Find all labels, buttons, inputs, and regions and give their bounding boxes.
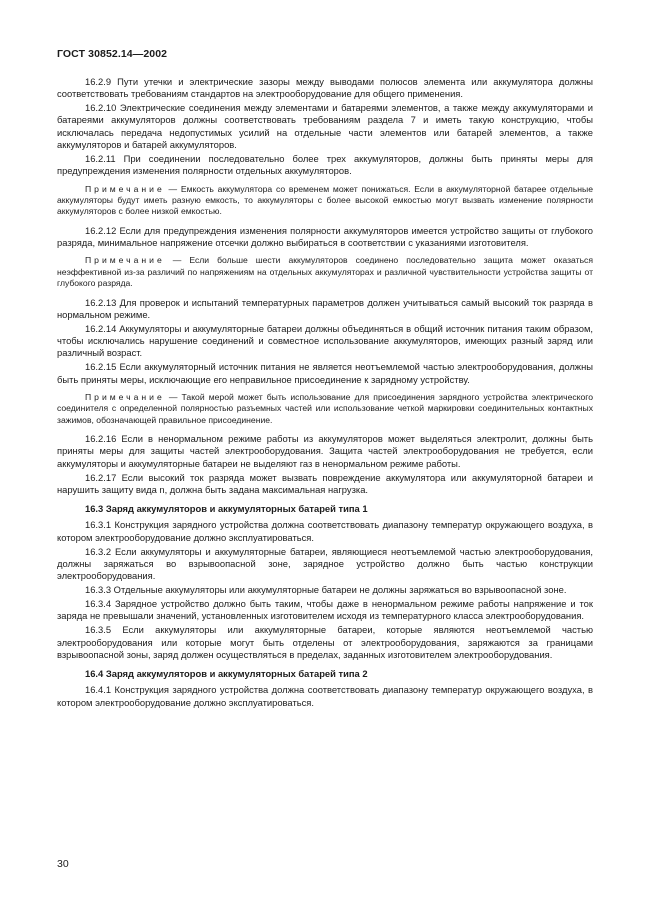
note-label: Примечание: [85, 183, 165, 194]
note-1: [57, 184, 593, 218]
note-label: Примечание: [85, 391, 165, 402]
note-text: — Если больше шести аккумуляторов соединено последовательно защита может оказаться неэффективной из-за различий по напряжениям на отдельных аккумуляторах и различной чувствительности устройства защиты от глубокого разряда.: [57, 255, 593, 289]
clause-16-2-16: 16.2.16 Если в ненормальном режиме работы из аккумуляторов может выделяться электролит, должны быть приняты меры для защиты частей электрооборудования. Защита частей электрооборудования не требуется, если аккумуляторы и аккумуляторные батареи не выделяют газ в ненормальном режиме работы.: [57, 433, 593, 469]
document-body: [57, 76, 593, 711]
clause-16-4-1: 16.4.1 Конструкция зарядного устройства должна соответствовать диапазону температур окружающего воздуха, в котором электрооборудование должно эксплуатироваться.: [57, 684, 593, 708]
section-heading-16-3: 16.3 Заряд аккумуляторов и аккумуляторных батарей типа 1: [85, 503, 368, 515]
clause-16-2-12: 16.2.12 Если для предупреждения изменения полярности аккумуляторов имеется устройство защиты от глубокого разряда, минимальное напряжение отсечки должно выбираться в соответствии с указаниями изготовителя.: [57, 224, 593, 249]
clause-16-3-3: 16.3.3 Отдельные аккумуляторы или аккумуляторные батареи не должны заряжаться во взрывоопасной зоне.: [85, 584, 567, 596]
clause-16-3-1: 16.3.1 Конструкция зарядного устройства должна соответствовать диапазону температур окружающего воздуха, в котором электрооборудование должно эксплуатироваться.: [57, 519, 593, 543]
clause-16-2-15: 16.2.15 Если аккумуляторный источник питания не является неотъемлемой частью электрооборудования, должны быть приняты меры, исключающие его неправильное присоединение к зарядному устройству.: [57, 361, 593, 385]
note-text: — Такой мерой может быть использование для присоединения зарядного устройства электрического соединителя с определенной полярностью разъемных частей или использование четкой маркировки соединительных контактных зажимов, обозначающей правильное присоединение.: [57, 391, 594, 425]
document-header: ГОСТ 30852.14—2002: [57, 48, 168, 60]
clause-16-3-2: 16.3.2 Если аккумуляторы и аккумуляторные батареи, являющиеся неотъемлемой частью электрооборудования, должны заряжаться во взрывоопасной зоне, зарядное устройство должно быть частью конструкции электрооборудования.: [57, 545, 593, 582]
clause-16-2-13: 16.2.13 Для проверок и испытаний температурных параметров должен учитываться самый высокий ток разряда в нормальном режиме.: [57, 296, 593, 320]
clause-16-2-14: 16.2.14 Аккумуляторы и аккумуляторные батареи должны объединяться в общий источник питания таким образом, чтобы исключались нарушение соединений и совместное использование аккумуляторов, имеющих разный заряд или различный возраст.: [57, 322, 593, 359]
section-heading-16-4: 16.4 Заряд аккумуляторов и аккумуляторных батарей типа 2: [85, 668, 368, 680]
page-number: 30: [57, 858, 69, 870]
note-label: Примечание: [85, 255, 165, 266]
note-3: [57, 392, 593, 426]
clause-16-2-11: 16.2.11 При соединении последовательно более трех аккумуляторов, должны быть приняты меры для предупреждения изменения полярности отдельных аккумуляторов.: [57, 152, 593, 177]
clause-16-3-5: 16.3.5 Если аккумуляторы или аккумуляторные батареи, которые являются неотъемлемой частью электрооборудования или которые могут быть отделены от электрооборудования, заряжаются за границами взрывоопасной зоны, заряд должен осуществляться в пределах, заданных изготовителем электрооборудования.: [57, 624, 593, 660]
note-2: [57, 255, 593, 289]
note-text: — Емкость аккумулятора со временем может понижаться. Если в аккумуляторной батарее отдельные аккумуляторы будут иметь разную емкость, то аккумуляторы с более высокой емкостью могут вызвать изменение полярности аккумуляторов с более низкой емкостью.: [57, 183, 593, 217]
clause-16-2-9: 16.2.9 Пути утечки и электрические зазоры между выводами полюсов элемента или аккумулятора должны соответствовать требованиям стандартов на электрооборудование для общего применения.: [57, 76, 593, 100]
clause-16-2-10: 16.2.10 Электрические соединения между элементами и батареями элементов, а также между аккумуляторами и батареями аккумуляторов должны соответствовать требованиям раздела 7 и иметь такую конструкцию, чтобы исключалась передача недопустимых усилий на отдельные части элементов или батарей элементов, а также аккумуляторов и батарей аккумуляторов.: [57, 102, 593, 151]
clause-16-3-4: 16.3.4 Зарядное устройство должно быть таким, чтобы даже в ненормальном режиме работы напряжение и ток заряда не превышали значений, установленных изготовителем исходя из температурного класса электрооборудования.: [57, 598, 593, 622]
clause-16-2-17: 16.2.17 Если высокий ток разряда может вызвать повреждение аккумулятора или аккумуляторной батареи и нарушить защиту вида n, должна быть задана максимальная нагрузка.: [57, 471, 593, 495]
